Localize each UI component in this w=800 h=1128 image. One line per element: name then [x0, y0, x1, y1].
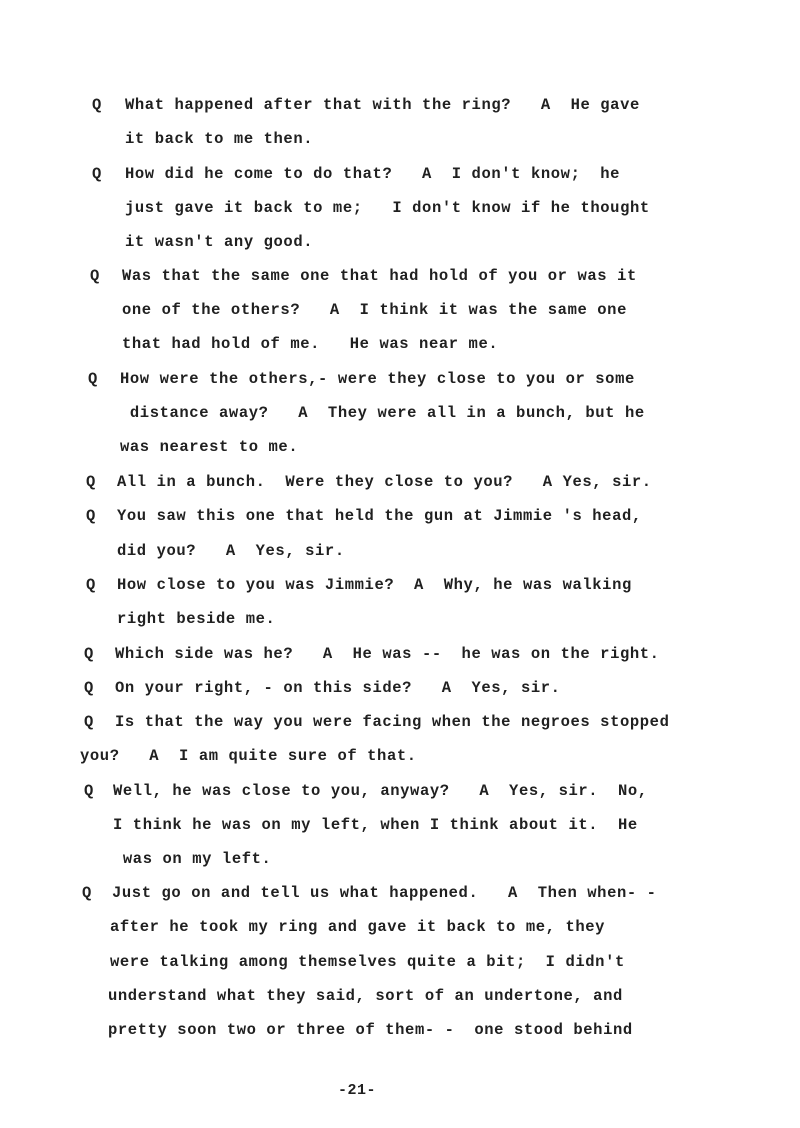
transcript-line: How close to you was Jimmie? A Why, he was walking	[117, 576, 632, 594]
transcript-line: Is that the way you were facing when the negroes stopped	[115, 713, 670, 731]
question-marker: Q	[86, 473, 96, 491]
transcript-line: Well, he was close to you, anyway? A Yes, sir. No,	[113, 782, 648, 800]
transcript-line: All in a bunch. Were they close to you? A Yes, sir.	[117, 473, 652, 491]
page-number: -21-	[338, 1082, 377, 1099]
transcript-line: What happened after that with the ring? A He gave	[125, 96, 640, 114]
question-marker: Q	[90, 267, 100, 285]
transcript-line: How did he come to do that? A I don't know; he	[125, 165, 621, 183]
transcript-line: after he took my ring and gave it back to me, they	[110, 918, 606, 936]
question-marker: Q	[84, 782, 94, 800]
transcript-line: You saw this one that held the gun at Jimmie 's head,	[117, 507, 642, 525]
transcript-line: On your right, - on this side? A Yes, sir.	[115, 679, 561, 697]
transcript-line: just gave it back to me; I don't know if he thought	[125, 199, 650, 217]
transcript-line: was on my left.	[113, 850, 272, 868]
transcript-line: was nearest to me.	[120, 438, 299, 456]
transcript-line: you? A I am quite sure of that.	[80, 747, 417, 765]
question-marker: Q	[84, 679, 94, 697]
transcript-line: I think he was on my left, when I think about it. He	[113, 816, 638, 834]
question-marker: Q	[86, 576, 96, 594]
transcript-line: distance away? A They were all in a bunch, but he	[120, 404, 645, 422]
transcript-line: pretty soon two or three of them- - one stood behind	[108, 1021, 633, 1039]
transcript-line: were talking among themselves quite a bit; I didn't	[110, 953, 625, 971]
transcript-line: did you? A Yes, sir.	[117, 542, 345, 560]
transcript-line: Just go on and tell us what happened. A Then when- -	[112, 884, 657, 902]
transcript-line: How were the others,- were they close to you or some	[120, 370, 635, 388]
transcript-line: that had hold of me. He was near me.	[122, 335, 499, 353]
question-marker: Q	[84, 645, 94, 663]
question-marker: Q	[84, 713, 94, 731]
question-marker: Q	[88, 370, 98, 388]
transcript-line: Was that the same one that had hold of you or was it	[122, 267, 637, 285]
question-marker: Q	[92, 165, 102, 183]
transcript-line: right beside me.	[117, 610, 276, 628]
transcript-line: one of the others? A I think it was the same one	[122, 301, 627, 319]
question-marker: Q	[82, 884, 92, 902]
transcript-line: Which side was he? A He was -- he was on the right.	[115, 645, 660, 663]
question-marker: Q	[92, 96, 102, 114]
transcript-line: it wasn't any good.	[125, 233, 314, 251]
transcript-line: it back to me then.	[125, 130, 314, 148]
transcript-line: understand what they said, sort of an undertone, and	[108, 987, 623, 1005]
question-marker: Q	[86, 507, 96, 525]
